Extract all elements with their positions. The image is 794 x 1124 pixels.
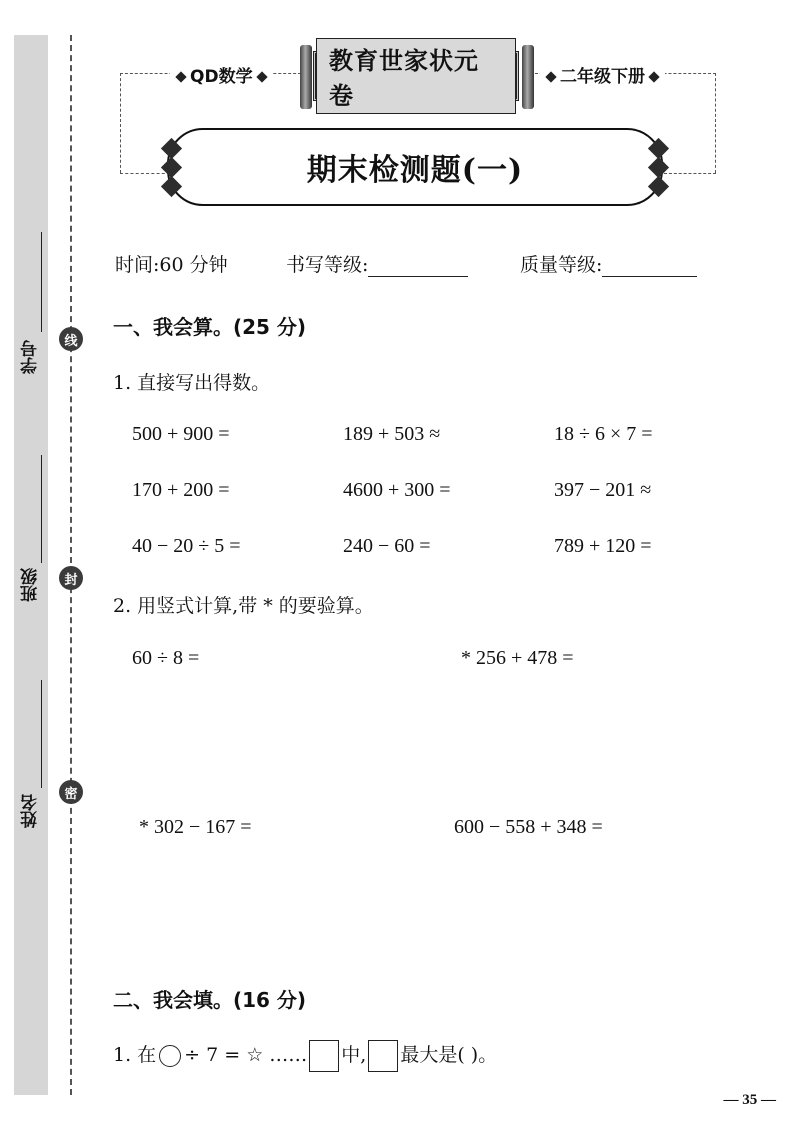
diamond-icon [648,71,659,82]
series-banner [300,45,534,109]
circle-blank[interactable] [159,1045,181,1067]
header-dash-left-v [120,73,121,173]
student-id-label: 学号 [21,340,41,374]
series-title: 教育世家状元卷 [316,38,516,114]
calc-item: 789 + 120 = [554,535,652,557]
calc-item: 500 + 900 = [132,423,230,445]
name-blank [41,680,42,788]
vertical-calc-item: * 256 + 478 = [461,647,574,669]
cut-line [70,35,72,1095]
scroll-roll-right [522,45,534,109]
square-blank[interactable] [309,1040,339,1072]
diamond-icon [545,71,556,82]
class-blank [41,455,42,563]
writing-grade-blank[interactable] [368,276,468,277]
seal-mark-line: 线 [59,327,83,351]
calc-item: 170 + 200 = [132,479,230,501]
square-blank[interactable] [368,1040,398,1072]
name-label: 姓名 [21,794,41,828]
q2-title: 2. 用竖式计算,带 * 的要验算。 [113,595,374,617]
diamond-cluster-right [646,141,670,198]
diamond-icon [175,71,186,82]
class-label: 班级 [21,568,41,602]
calc-item: 397 − 201 ≈ [554,479,652,501]
quality-grade: 质量等级: [520,250,697,277]
subject-tag: QD数学 [170,62,273,87]
calc-item: 18 ÷ 6 × 7 = [554,423,653,445]
fill-question-1: 1. 在 ÷ 7 = ☆ …… 中, 最大是( )。 [113,1040,497,1072]
calc-item: 240 − 60 = [343,535,431,557]
calc-item: 4600 + 300 = [343,479,451,501]
vertical-calc-item: 600 − 558 + 348 = [454,816,603,838]
page-title: 期末检测题(一) [306,153,524,188]
title-plate [167,128,663,206]
time-limit: 时间:60 分钟 [115,254,228,276]
seal-mark-secret: 密 [59,780,83,804]
vertical-calc-item: 60 ÷ 8 = [132,647,200,669]
header-dash-right-v [715,73,716,173]
diamond-cluster-left [159,141,183,198]
page-number: — 35 — [723,1092,776,1108]
binding-strip [14,35,48,1095]
grade-tag: 二年级下册 [540,62,665,87]
section2-title: 二、我会填。(16 分) [113,988,307,1012]
calc-item: 189 + 503 ≈ [343,423,441,445]
q1-title: 1. 直接写出得数。 [113,372,271,394]
diamond-icon [256,71,267,82]
header-dash-right-b [664,173,716,174]
scroll-roll-left [300,45,312,109]
writing-grade: 书写等级: [286,250,468,277]
quality-grade-blank[interactable] [602,276,697,277]
seal-mark-seal: 封 [59,566,83,590]
vertical-calc-item: * 302 − 167 = [139,816,252,838]
calc-item: 40 − 20 ÷ 5 = [132,535,241,557]
student-id-blank [41,232,42,332]
section1-title: 一、我会算。(25 分) [113,315,307,339]
